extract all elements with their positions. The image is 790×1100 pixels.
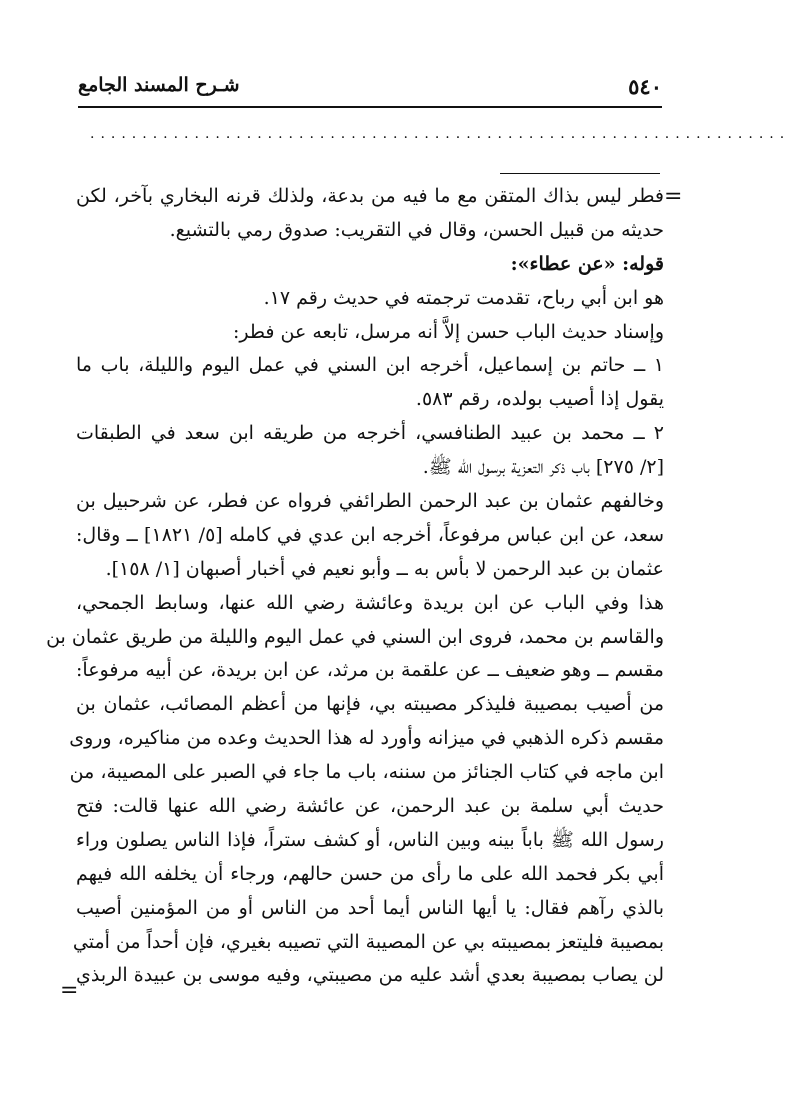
dotted-separator: ................................................................... bbox=[90, 126, 790, 142]
page-number: ٥٤٠ bbox=[628, 74, 662, 99]
continuation-mark-start: = bbox=[664, 184, 683, 209]
text-line: من أصيب بمصيبة فليذكر مصيبته بي، فإنها من أعظم المصائب، عثمان بن bbox=[76, 693, 664, 716]
header-rule bbox=[78, 106, 662, 108]
text-line: سعد، عن ابن عباس مرفوعاً، أخرجه ابن عدي في كامله [٥/ ١٨٢١] ــ وقال: bbox=[76, 523, 664, 546]
footnote-body bbox=[46, 180, 664, 993]
text-line: وإسناد حديث الباب حسن إلاَّ أنه مرسل، تابعه عن فطر: bbox=[232, 320, 664, 343]
text-line: هو ابن أبي رباح، تقدمت ترجمته في حديث رقم ١٧. bbox=[263, 286, 664, 309]
text-line: وخالفهم عثمان بن عبد الرحمن الطرائفي فرواه عن فطر، عن شرحبيل بن bbox=[76, 490, 664, 513]
text-line: لن يصاب بمصيبة بعدي أشد عليه من مصيبتي، وفيه موسى بن عبيدة الربذي bbox=[76, 964, 664, 987]
text-line: حديث أبي سلمة بن عبد الرحمن، عن عائشة رضي الله عنها قالت: فتح bbox=[76, 795, 664, 818]
text-line: [٢/ ٢٧٥] باب ذكر التعزية برسول الله ﷺ. bbox=[422, 456, 664, 479]
text-line: يقول إذا أصيب بولده، رقم ٥٨٣. bbox=[415, 388, 664, 411]
text-line: والقاسم بن محمد، فروى ابن السني في عمل اليوم والليلة من طريق عثمان بن bbox=[46, 625, 664, 648]
text-line: حديثه من قبيل الحسن، وقال في التقريب: صدوق رمي بالتشيع. bbox=[169, 218, 664, 241]
page-header bbox=[78, 74, 662, 106]
continuation-mark-end: = bbox=[60, 978, 79, 1003]
text-line: أبي بكر فحمد الله على ما رأى من حسن حالهم، ورجاء أن يخلفه الله فيهم bbox=[76, 862, 664, 885]
text-line: مقسم ذكره الذهبي في ميزانه وأورد له هذا الحديث وعده من مناكيره، وروى bbox=[69, 727, 664, 750]
text-line: ٢ ــ محمد بن عبيد الطنافسي، أخرجه من طريقه ابن سعد في الطبقات bbox=[76, 422, 664, 445]
text-line: مقسم ــ وهو ضعيف ــ عن علقمة بن مرثد، عن ابن بريدة، عن أبيه مرفوعاً: bbox=[76, 659, 664, 682]
text-line: ١ ــ حاتم بن إسماعيل، أخرجه ابن السني في عمل اليوم والليلة، باب ما bbox=[76, 354, 664, 377]
text-line: عثمان بن عبد الرحمن لا بأس به ــ وأبو نعيم في أخبار أصبهان [١/ ١٥٨]. bbox=[105, 557, 664, 580]
text-line: هذا وفي الباب عن ابن بريدة وعائشة رضي الله عنها، وسابط الجمحي، bbox=[76, 591, 664, 614]
text-line: فطر ليس بذاك المتقن مع ما فيه من بدعة، ولذلك قرنه البخاري بآخر، لكن bbox=[76, 185, 664, 207]
text-line: بالذي رآهم فقال: يا أيها الناس أيما أحد من الناس أو من المؤمنين أصيب bbox=[76, 896, 664, 919]
text-line: بمصيبة فليتعز بمصيبته بي عن المصيبة التي تصيبه بغيري، فإن أحداً من أمتي bbox=[72, 930, 664, 953]
text-line: رسول الله ﷺ باباً بينه وبين الناس، أو كشف ستراً، فإذا الناس يصلون وراء bbox=[76, 828, 664, 851]
text-line-heading: قوله: «عن عطاء»: bbox=[510, 252, 664, 275]
running-title: شـرح المسند الجامع bbox=[78, 74, 240, 96]
text-line: ابن ماجه في كتاب الجنائز من سننه، باب ما جاء في الصبر على المصيبة، من bbox=[69, 761, 664, 784]
footnote-rule bbox=[500, 173, 660, 174]
